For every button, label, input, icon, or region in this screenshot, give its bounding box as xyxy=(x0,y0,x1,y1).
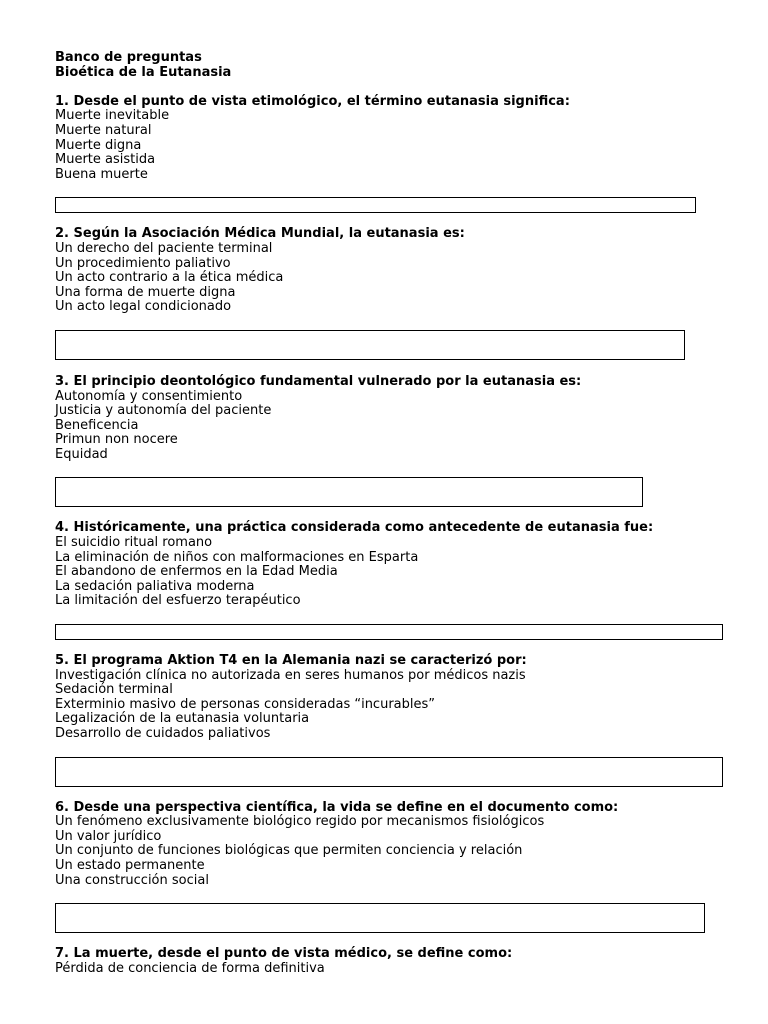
option: El abandono de enfermos en la Edad Media xyxy=(55,564,338,580)
option: Un estado permanente xyxy=(55,857,205,873)
option: El suicidio ritual romano xyxy=(55,535,213,551)
option: La limitación del esfuerzo terapéutico xyxy=(55,593,301,609)
option: Una forma de muerte digna xyxy=(55,284,236,300)
answer-box-2[interactable] xyxy=(55,330,685,360)
option: Exterminio masivo de personas consideradas “incurables” xyxy=(55,696,436,712)
document-title: Banco de preguntas xyxy=(55,50,202,65)
option: Muerte asistida xyxy=(55,152,156,168)
document-header xyxy=(55,51,735,80)
answer-box-3[interactable] xyxy=(55,477,643,507)
question-4 xyxy=(55,521,735,609)
question-1 xyxy=(55,95,735,183)
question-6 xyxy=(55,801,735,889)
option: Un acto legal condicionado xyxy=(55,299,232,315)
option: Equidad xyxy=(55,446,108,462)
question-2 xyxy=(55,227,735,315)
option: Un conjunto de funciones biológicas que permiten conciencia y relación xyxy=(55,843,523,859)
question-text: 7. La muerte, desde el punto de vista médico, se define como: xyxy=(55,946,513,962)
option: Un acto contrario a la ética médica xyxy=(55,270,284,286)
question-text: 1. Desde el punto de vista etimológico, el término eutanasia significa: xyxy=(55,93,570,109)
option: Primun non nocere xyxy=(55,432,178,448)
option: Un valor jurídico xyxy=(55,828,162,844)
option: Buena muerte xyxy=(55,166,148,182)
question-text: 3. El principio deontológico fundamental vulnerado por la eutanasia es: xyxy=(55,373,582,389)
document-subtitle: Bioética de la Eutanasia xyxy=(55,64,232,80)
question-text: 2. Según la Asociación Médica Mundial, la eutanasia es: xyxy=(55,226,465,242)
question-text: 5. El programa Aktion T4 en la Alemania nazi se caracterizó por: xyxy=(55,653,527,669)
option: Un fenómeno exclusivamente biológico regido por mecanismos fisiológicos xyxy=(55,814,545,830)
option: Desarrollo de cuidados paliativos xyxy=(55,726,271,741)
answer-box-5[interactable] xyxy=(55,757,723,787)
answer-box-4[interactable] xyxy=(55,624,723,640)
option: La eliminación de niños con malformaciones en Esparta xyxy=(55,549,419,565)
answer-box-1[interactable] xyxy=(55,197,696,213)
option: Muerte inevitable xyxy=(55,108,170,124)
option: Sedación terminal xyxy=(55,682,173,698)
option: Investigación clínica no autorizada en seres humanos por médicos nazis xyxy=(55,667,526,683)
option: Beneficencia xyxy=(55,417,139,433)
question-5 xyxy=(55,654,735,742)
answer-box-6[interactable] xyxy=(55,903,705,933)
option: Autonomía y consentimiento xyxy=(55,388,243,404)
question-text: 4. Históricamente, una práctica considerada como antecedente de eutanasia fue: xyxy=(55,520,654,536)
option: Justicia y autonomía del paciente xyxy=(55,403,272,419)
document-page xyxy=(55,51,735,976)
option: Muerte natural xyxy=(55,122,152,138)
option: La sedación paliativa moderna xyxy=(55,578,255,594)
question-7 xyxy=(55,947,735,976)
question-3 xyxy=(55,375,735,463)
option: Muerte digna xyxy=(55,137,142,153)
option: Una construcción social xyxy=(55,872,209,888)
question-text: 6. Desde una perspectiva científica, la vida se define en el documento como: xyxy=(55,799,619,815)
option: Un procedimiento paliativo xyxy=(55,255,231,271)
option: Legalización de la eutanasia voluntaria xyxy=(55,711,310,727)
option: Un derecho del paciente terminal xyxy=(55,240,273,256)
option: Pérdida de conciencia de forma definitiva xyxy=(55,960,325,976)
